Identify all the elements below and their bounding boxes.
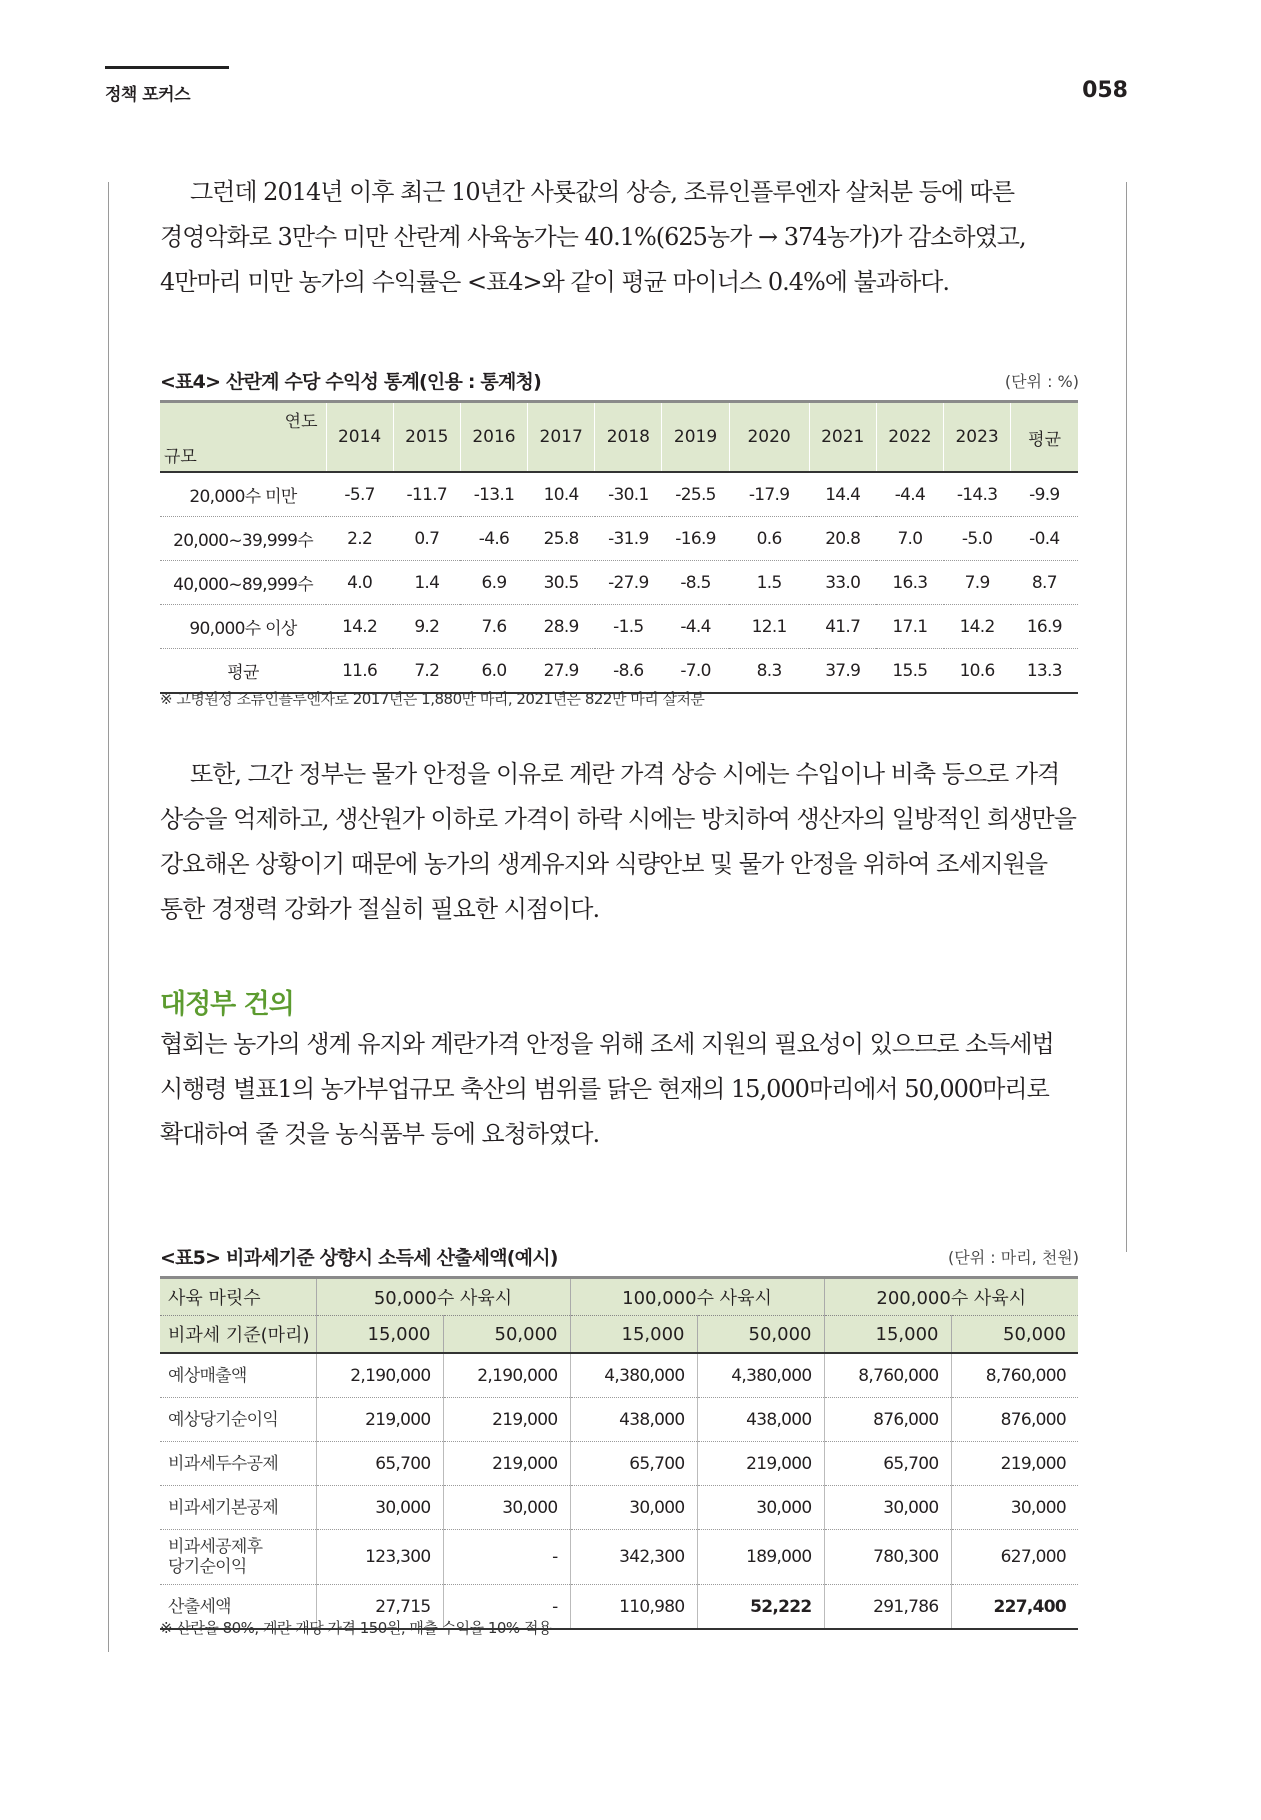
- table5-group-header: 100,000수 사육시: [570, 1278, 824, 1316]
- table4-col-header: 2022: [876, 402, 943, 473]
- table4-cell: 9.2: [393, 605, 460, 649]
- table4-cell: -9.9: [1011, 472, 1078, 517]
- table5-cell: 780,300: [824, 1530, 951, 1585]
- table4-cell: 28.9: [528, 605, 595, 649]
- table4-cell: 11.6: [342, 660, 378, 681]
- table4-cell: -30.1: [595, 472, 662, 517]
- table4-row-label: 40,000~89,999수: [160, 561, 326, 605]
- table5-group-header: 200,000수 사육시: [824, 1278, 1078, 1316]
- table4-cell: -13.1: [460, 472, 527, 517]
- table4-cell: -17.9: [729, 472, 809, 517]
- table4-cell: -5.0: [944, 517, 1011, 561]
- table5-cell: 8,760,000: [824, 1353, 951, 1398]
- table4-cell: 17.1: [876, 605, 943, 649]
- table4-col-header: 2019: [662, 402, 729, 473]
- table4-col-header: 2020: [729, 402, 809, 473]
- table5-header-row-2: [160, 1316, 1078, 1354]
- table4-title: <표4> 산란계 수당 수익성 통계(인용 : 통계청): [160, 371, 541, 393]
- table4-row: [160, 472, 1078, 517]
- table5-subcol-header: 50,000: [697, 1316, 824, 1354]
- table4-row-label: 평균: [227, 663, 259, 683]
- table4-cell: -5.7: [326, 472, 393, 517]
- table4-cell: 7.6: [460, 605, 527, 649]
- table4-cell: -7.0: [680, 660, 711, 681]
- table5-subcol-header: 15,000: [824, 1316, 951, 1354]
- table4-cell: 2.2: [326, 517, 393, 561]
- table4-cell: 6.0: [481, 660, 507, 681]
- table4-cell: -14.3: [944, 472, 1011, 517]
- table5-cell: 30,000: [316, 1486, 443, 1530]
- table4-note: ※ 고병원성 조류인플루엔자로 2017년은 1,880만 마리, 2021년은 822만 마리 살처분: [160, 690, 705, 708]
- table5: [160, 1276, 1078, 1630]
- table4-cell: 20.8: [809, 517, 876, 561]
- table5-cell: 876,000: [824, 1398, 951, 1442]
- table5-cell: 189,000: [697, 1530, 824, 1585]
- table5-cell: 219,000: [443, 1442, 570, 1486]
- table4-row: [160, 605, 1078, 649]
- table5-row-label: 예상당기순이익: [160, 1398, 316, 1442]
- table5-row-label: 산출세액: [168, 1596, 231, 1617]
- table5-row: [160, 1353, 1078, 1398]
- table4-unit: (단위 : %): [1004, 372, 1079, 391]
- table4-corner-scale: 규모: [164, 447, 197, 467]
- table4-cell: 30.5: [528, 561, 595, 605]
- table4-cell: 4.0: [326, 561, 393, 605]
- table4-row-label: 90,000수 이상: [160, 605, 326, 649]
- table5-cell: 227,400: [951, 1585, 1078, 1630]
- table4-cell: 13.3: [1026, 660, 1062, 681]
- table5-cell: 30,000: [443, 1486, 570, 1530]
- table4-header-row: [160, 402, 1078, 473]
- table5-row-label: 예상매출액: [160, 1353, 316, 1398]
- table4-cell: 0.7: [393, 517, 460, 561]
- table5-cell: 4,380,000: [570, 1353, 697, 1398]
- table5-unit: (단위 : 마리, 천원): [948, 1248, 1079, 1267]
- table4-cell: 27.9: [543, 660, 579, 681]
- table5-cell: 65,700: [824, 1442, 951, 1486]
- table5-row-label-line: 비과세공제후: [168, 1537, 263, 1557]
- table5-cell: 438,000: [697, 1398, 824, 1442]
- table5-row-label: 비과세기본공제: [160, 1486, 316, 1530]
- table5-cell: 219,000: [697, 1442, 824, 1486]
- table4-row-label: 20,000수 미만: [160, 472, 326, 517]
- table5-cell: 219,000: [951, 1442, 1078, 1486]
- table4-row-label: 20,000~39,999수: [160, 517, 326, 561]
- table4-col-header: 2021: [809, 402, 876, 473]
- table4-col-header: 2014: [326, 402, 393, 473]
- table4-cell: -25.5: [662, 472, 729, 517]
- table4-cell: 8.7: [1011, 561, 1078, 605]
- table5-cell: 8,760,000: [951, 1353, 1078, 1398]
- table4-col-header: 2023: [944, 402, 1011, 473]
- table4-cell: 33.0: [809, 561, 876, 605]
- table5-subcol-header: 50,000: [443, 1316, 570, 1354]
- table5-cell: 30,000: [570, 1486, 697, 1530]
- table5-cell: 4,380,000: [697, 1353, 824, 1398]
- table4-row: [160, 649, 1078, 694]
- left-margin-line: [108, 182, 109, 1652]
- table4-cell: -16.9: [662, 517, 729, 561]
- table4-cell: 10.6: [959, 660, 995, 681]
- table5-header-label-2: 비과세 기준(마리): [160, 1316, 316, 1354]
- table5-cell: 627,000: [951, 1530, 1078, 1585]
- table4-cell: 8.3: [756, 660, 782, 681]
- table4-corner-year: 연도: [284, 412, 318, 432]
- table4-cell: 16.3: [876, 561, 943, 605]
- table4-col-header: 2015: [393, 402, 460, 473]
- table5-group-header: 50,000수 사육시: [316, 1278, 570, 1316]
- table5-subcol-header: 15,000: [570, 1316, 697, 1354]
- table4-cell: -1.5: [595, 605, 662, 649]
- table4-cell: 14.2: [326, 605, 393, 649]
- table5-row: [160, 1398, 1078, 1442]
- proposal-heading: 대정부 건의: [160, 989, 294, 1020]
- page-number: 058: [1082, 78, 1128, 103]
- table4-cell: 15.5: [892, 660, 928, 681]
- table4-cell: 16.9: [1011, 605, 1078, 649]
- table4-cell: -31.9: [595, 517, 662, 561]
- table4: [160, 400, 1078, 694]
- table4-cell: 7.0: [876, 517, 943, 561]
- table4-cell: 37.9: [825, 660, 861, 681]
- table5-cell: 65,700: [570, 1442, 697, 1486]
- table4-col-header: 평균: [1011, 402, 1078, 473]
- header-rule: [105, 66, 229, 69]
- table4-col-header: 2018: [595, 402, 662, 473]
- table5-cell: 123,300: [316, 1530, 443, 1585]
- table4-cell: 1.5: [729, 561, 809, 605]
- table5-row: [160, 1442, 1078, 1486]
- table5-header-label-1: 사육 마릿수: [160, 1278, 316, 1316]
- table4-cell: -8.5: [662, 561, 729, 605]
- table5-row: [160, 1530, 1078, 1585]
- table4-col-header: 2016: [460, 402, 527, 473]
- table4-row: [160, 517, 1078, 561]
- table4-cell: 7.9: [944, 561, 1011, 605]
- table4-cell: 25.8: [528, 517, 595, 561]
- table4-col-header: 2017: [528, 402, 595, 473]
- table4-cell: 10.4: [528, 472, 595, 517]
- table5-cell: 30,000: [951, 1486, 1078, 1530]
- table5-row-label: [160, 1530, 316, 1585]
- table5-cell: 219,000: [443, 1398, 570, 1442]
- table5-header-row-1: [160, 1278, 1078, 1316]
- table5-cell: -: [443, 1585, 570, 1630]
- table5-cell: 219,000: [316, 1398, 443, 1442]
- table5-row-label-line: 당기순이익: [168, 1557, 247, 1577]
- paragraph-1: 그런데 2014년 이후 최근 10년간 사룟값의 상승, 조류인플루엔자 살처분 등에 따른 경영악화로 3만수 미만 산란계 사육농가는 40.1%(625농가 → 374농가)가 감소하였고, 4만마리 미만 농가의 수익률은 <표4>와 같이 평균 마이너스 0.4%에 불과하다.: [160, 178, 1026, 296]
- paragraph-2: 또한, 그간 정부는 물가 안정을 이유로 계란 가격 상승 시에는 수입이나 비축 등으로 가격 상승을 억제하고, 생산원가 이하로 가격이 하락 시에는 방치하여 생산자의 일방적인 희생만을 강요해온 상황이기 때문에 농가의 생계유지와 식량안보 및 물가 안정을 위하여 조세지원을 통한 경쟁력 강화가 절실히 필요한 시점이다.: [160, 760, 1076, 923]
- table5-subcol-header: 50,000: [951, 1316, 1078, 1354]
- table4-cell: -4.4: [662, 605, 729, 649]
- table4-cell: 41.7: [809, 605, 876, 649]
- proposal-text: 협회는 농가의 생계 유지와 계란가격 안정을 위해 조세 지원의 필요성이 있으므로 소득세법 시행령 별표1의 농가부업규모 축산의 범위를 닭은 현재의 15,000마리에서 50,000마리로 확대하여 줄 것을 농식품부 등에 요청하였다.: [160, 1030, 1054, 1148]
- table5-cell: -: [443, 1530, 570, 1585]
- table4-cell: 0.6: [729, 517, 809, 561]
- table5-cell: 291,786: [824, 1585, 951, 1630]
- table5-subcol-header: 15,000: [316, 1316, 443, 1354]
- table5-title: <표5> 비과세기준 상향시 소득세 산출세액(예시): [160, 1247, 558, 1269]
- table4-cell: 14.2: [944, 605, 1011, 649]
- table5-cell: 27,715: [316, 1585, 443, 1630]
- section-name: 정책 포커스: [105, 85, 191, 105]
- table5-cell: 30,000: [697, 1486, 824, 1530]
- table5-cell: 876,000: [951, 1398, 1078, 1442]
- table4-cell: -4.6: [460, 517, 527, 561]
- table4-cell: -0.4: [1011, 517, 1078, 561]
- table4-row: [160, 561, 1078, 605]
- table4-cell: 14.4: [809, 472, 876, 517]
- table5-note: ※ 산란율 80%, 계란 개당 가격 150원, 매출 수익율 10% 적용: [160, 1619, 552, 1637]
- table4-cell: 12.1: [729, 605, 809, 649]
- table4-cell: -8.6: [613, 660, 644, 681]
- table5-cell: 65,700: [316, 1442, 443, 1486]
- table5-row-label: 비과세두수공제: [160, 1442, 316, 1486]
- table4-cell: 7.2: [414, 660, 440, 681]
- table5-row: [160, 1486, 1078, 1530]
- table5-cell: 110,980: [570, 1585, 697, 1630]
- table4-corner: [160, 402, 326, 473]
- table4-cell: -27.9: [595, 561, 662, 605]
- table4-cell: -11.7: [393, 472, 460, 517]
- table4-cell: -4.4: [876, 472, 943, 517]
- table5-cell: 30,000: [824, 1486, 951, 1530]
- table4-cell: 6.9: [460, 561, 527, 605]
- table5-cell: 2,190,000: [443, 1353, 570, 1398]
- right-margin-line: [1126, 182, 1127, 1252]
- table5-cell: 2,190,000: [316, 1353, 443, 1398]
- table5-cell: 438,000: [570, 1398, 697, 1442]
- table5-cell: 342,300: [570, 1530, 697, 1585]
- table4-cell: 1.4: [393, 561, 460, 605]
- table5-cell: 52,222: [697, 1585, 824, 1630]
